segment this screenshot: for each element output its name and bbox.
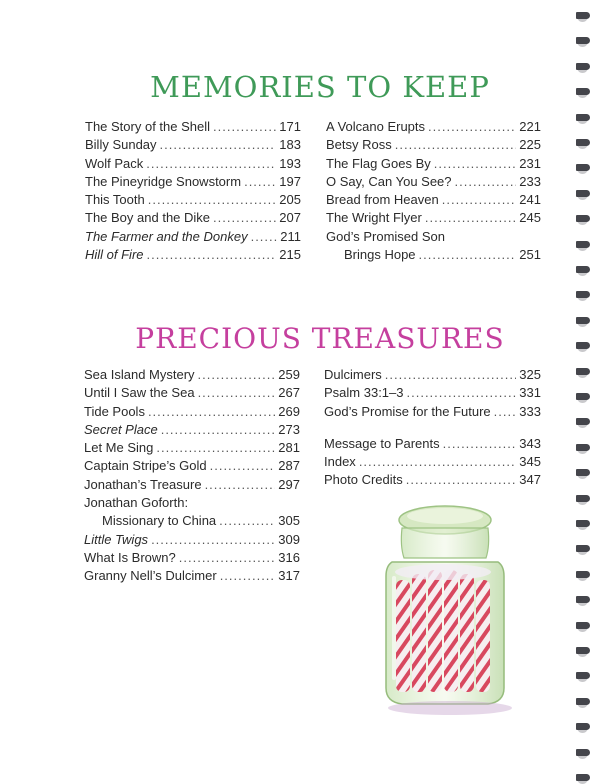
toc-entry [326, 173, 541, 191]
leader-dots [442, 191, 517, 209]
leader-dots [198, 366, 276, 384]
toc-entry [324, 366, 541, 384]
leader-dots [395, 136, 517, 154]
leader-dots [213, 209, 276, 227]
entry-title: Let Me Sing [84, 440, 154, 456]
toc-entry [84, 439, 300, 457]
entry-title: Granny Nell’s Dulcimer [84, 568, 217, 584]
entry-page: 245 [519, 210, 541, 226]
section-title-treasures: PRECIOUS TREASURES [135, 322, 505, 355]
entry-title: God’s Promise for the Future [324, 403, 491, 419]
leader-dots [407, 384, 517, 402]
entry-title: Little Twigs [84, 531, 149, 547]
toc-entry [324, 453, 541, 471]
toc-entry [85, 246, 301, 264]
spiral-coil [576, 518, 592, 530]
entry-page: 193 [279, 155, 301, 171]
entry-title: Photo Credits [324, 472, 403, 488]
coil-ring [576, 12, 590, 19]
entry-title: Tide Pools [84, 403, 145, 419]
entry-title: The Farmer and the Donkey [85, 228, 248, 244]
spiral-coil [576, 35, 592, 47]
leader-dots [455, 173, 517, 191]
coil-ring [576, 114, 590, 121]
entry-title: God’s Promised Son [326, 228, 445, 244]
coil-ring [576, 418, 590, 425]
entry-page: 331 [519, 385, 541, 401]
spiral-coil [576, 137, 592, 149]
coil-ring [576, 215, 590, 222]
toc-entry [324, 471, 541, 489]
toc-entry [326, 209, 541, 227]
toc-entry [84, 403, 300, 421]
coil-ring [576, 266, 590, 273]
candy-jar-icon [370, 498, 520, 718]
entry-page: 305 [278, 513, 300, 529]
spiral-coil [576, 239, 592, 251]
toc-column-memories-left [85, 118, 301, 264]
candy-jar-illustration [370, 498, 520, 718]
entry-title: Bread from Heaven [326, 192, 439, 208]
entry-title: Missionary to China [102, 513, 217, 529]
coil-ring [576, 393, 590, 400]
entry-page: 347 [519, 472, 541, 488]
leader-dots [160, 136, 277, 154]
section-title-memories: MEMORIES TO KEEP [150, 70, 490, 104]
toc-entry [84, 476, 300, 494]
coil-ring [576, 139, 590, 146]
entry-title: Secret Place [84, 421, 158, 437]
toc-entry [84, 567, 300, 585]
leader-dots [220, 567, 276, 585]
toc-entry [326, 228, 541, 246]
entry-page: 333 [519, 403, 541, 419]
toc-entry [85, 118, 301, 136]
toc-entry [84, 494, 300, 512]
entry-title: A Volcano Erupts [326, 119, 426, 134]
entry-title: Captain Stripe’s Gold [84, 458, 207, 474]
leader-dots [359, 453, 516, 471]
entry-page: 259 [278, 367, 300, 382]
coil-ring [576, 520, 590, 527]
entry-page: 325 [519, 367, 541, 382]
spiral-coil [576, 416, 592, 428]
entry-page: 231 [519, 155, 541, 171]
spiral-coil [576, 366, 592, 378]
toc-entry [326, 136, 541, 154]
coil-ring [576, 698, 590, 705]
entry-title: The Wright Flyer [326, 210, 422, 226]
entry-title: Psalm 33:1–3 [324, 385, 404, 401]
spiral-coil [576, 391, 592, 403]
coil-ring [576, 444, 590, 451]
spiral-coil [576, 289, 592, 301]
entry-page: 171 [279, 119, 301, 134]
leader-dots [156, 439, 275, 457]
toc-entry [85, 191, 301, 209]
spiral-coil [576, 645, 592, 657]
leader-dots [419, 246, 517, 264]
entry-page: 281 [278, 440, 300, 456]
spiral-coil [576, 10, 592, 22]
spiral-coil [576, 442, 592, 454]
spiral-coil [576, 543, 592, 555]
entry-title: O Say, Can You See? [326, 173, 452, 189]
entry-page: 205 [279, 192, 301, 208]
entry-page: 343 [519, 435, 541, 451]
toc-entry [324, 384, 541, 402]
toc-entry [85, 173, 301, 191]
entry-page: 233 [519, 173, 541, 189]
entry-title: Betsy Ross [326, 137, 392, 153]
spiral-coil [576, 213, 592, 225]
coil-ring [576, 596, 590, 603]
leader-dots [251, 228, 278, 246]
entry-title: What Is Brown? [84, 549, 176, 565]
toc-entry [84, 384, 300, 402]
spiral-coil [576, 569, 592, 581]
toc-entry [326, 118, 541, 136]
leader-dots [425, 209, 516, 227]
leader-dots [219, 512, 275, 530]
leader-dots [161, 421, 276, 439]
entry-page: 267 [278, 385, 300, 401]
entry-title: Jonathan’s Treasure [84, 476, 202, 492]
entry-title: This Tooth [85, 192, 145, 208]
spiral-coil [576, 696, 592, 708]
spiral-coil [576, 188, 592, 200]
coil-ring [576, 63, 590, 70]
spiral-coil [576, 162, 592, 174]
spiral-coil [576, 264, 592, 276]
leader-dots [205, 476, 276, 494]
entry-title: The Boy and the Dike [85, 210, 211, 226]
toc-entry [326, 191, 541, 209]
toc-entry [84, 549, 300, 567]
toc-column-treasures-left [84, 366, 300, 586]
coil-ring [576, 495, 590, 502]
toc-column-treasures-right [324, 366, 541, 490]
entry-title: Until I Saw the Sea [84, 385, 195, 401]
spiral-coil [576, 620, 592, 632]
toc-entry [84, 366, 300, 384]
entry-page: 251 [519, 247, 541, 263]
coil-ring [576, 368, 590, 375]
leader-dots [147, 246, 277, 264]
toc-entry [85, 155, 301, 173]
entry-page: 211 [280, 228, 301, 244]
coil-ring [576, 469, 590, 476]
leader-dots [146, 155, 276, 173]
entry-title: Index [324, 454, 356, 470]
toc-entry [85, 228, 301, 246]
entry-page: 273 [278, 421, 300, 437]
spiral-coil [576, 721, 592, 733]
coil-ring [576, 190, 590, 197]
spiral-coil [576, 747, 592, 759]
coil-ring [576, 749, 590, 756]
toc-entry [324, 403, 541, 421]
entry-page: 207 [279, 210, 301, 226]
entry-page: 221 [519, 119, 541, 134]
spiral-coil [576, 467, 592, 479]
entry-title: The Flag Goes By [326, 155, 431, 171]
spiral-coil [576, 670, 592, 682]
toc-column-memories-right [326, 118, 541, 264]
spiral-coil [576, 493, 592, 505]
entry-title: Billy Sunday [85, 137, 157, 153]
leader-dots [428, 118, 516, 136]
spiral-coil [576, 772, 592, 784]
coil-ring [576, 545, 590, 552]
entry-page: 241 [519, 192, 541, 208]
toc-entry [326, 246, 541, 264]
leader-dots [148, 191, 277, 209]
leader-dots [434, 155, 517, 173]
leader-dots [210, 457, 276, 475]
toc-entry [85, 136, 301, 154]
entry-page: 287 [278, 458, 300, 474]
leader-dots [385, 366, 517, 384]
leader-dots [151, 531, 275, 549]
toc-entry [84, 421, 300, 439]
entry-page: 297 [278, 476, 300, 492]
entry-title: Hill of Fire [85, 247, 144, 263]
coil-ring [576, 647, 590, 654]
entry-title: Dulcimers [324, 367, 382, 382]
entry-title: Wolf Pack [85, 155, 144, 171]
entry-page: 309 [278, 531, 300, 547]
toc-entry [85, 209, 301, 227]
coil-ring [576, 774, 590, 781]
entry-title: Jonathan Goforth: [84, 495, 189, 511]
entry-title: The Pineyridge Snowstorm [85, 173, 242, 189]
entry-page: 317 [278, 568, 300, 584]
leader-dots [148, 403, 275, 421]
entry-page: 225 [519, 137, 541, 153]
leader-dots [494, 403, 517, 421]
coil-ring [576, 37, 590, 44]
toc-entry [84, 512, 300, 530]
leader-dots [244, 173, 276, 191]
toc-entry [324, 435, 541, 453]
entry-title: Sea Island Mystery [84, 367, 195, 382]
spacer [324, 421, 541, 435]
entry-title: Message to Parents [324, 435, 440, 451]
leader-dots [179, 549, 276, 567]
coil-ring [576, 723, 590, 730]
leader-dots [198, 384, 276, 402]
leader-dots [213, 118, 276, 136]
coil-ring [576, 571, 590, 578]
spiral-coil [576, 594, 592, 606]
entry-title: The Story of the Shell [85, 119, 211, 134]
leader-dots [406, 471, 517, 489]
coil-ring [576, 291, 590, 298]
entry-page: 215 [279, 247, 301, 263]
toc-entry [84, 531, 300, 549]
entry-title: Brings Hope [344, 247, 416, 263]
spiral-coil [576, 112, 592, 124]
toc-entry [326, 155, 541, 173]
toc-entry [84, 457, 300, 475]
entry-page: 197 [279, 173, 301, 189]
spiral-binding [570, 0, 600, 784]
entry-page: 183 [279, 137, 301, 153]
entry-page: 269 [278, 403, 300, 419]
leader-dots [443, 435, 517, 453]
entry-page: 316 [278, 549, 300, 565]
coil-ring [576, 672, 590, 679]
entry-page: 345 [519, 454, 541, 470]
coil-ring [576, 622, 590, 629]
coil-ring [576, 164, 590, 171]
coil-ring [576, 241, 590, 248]
